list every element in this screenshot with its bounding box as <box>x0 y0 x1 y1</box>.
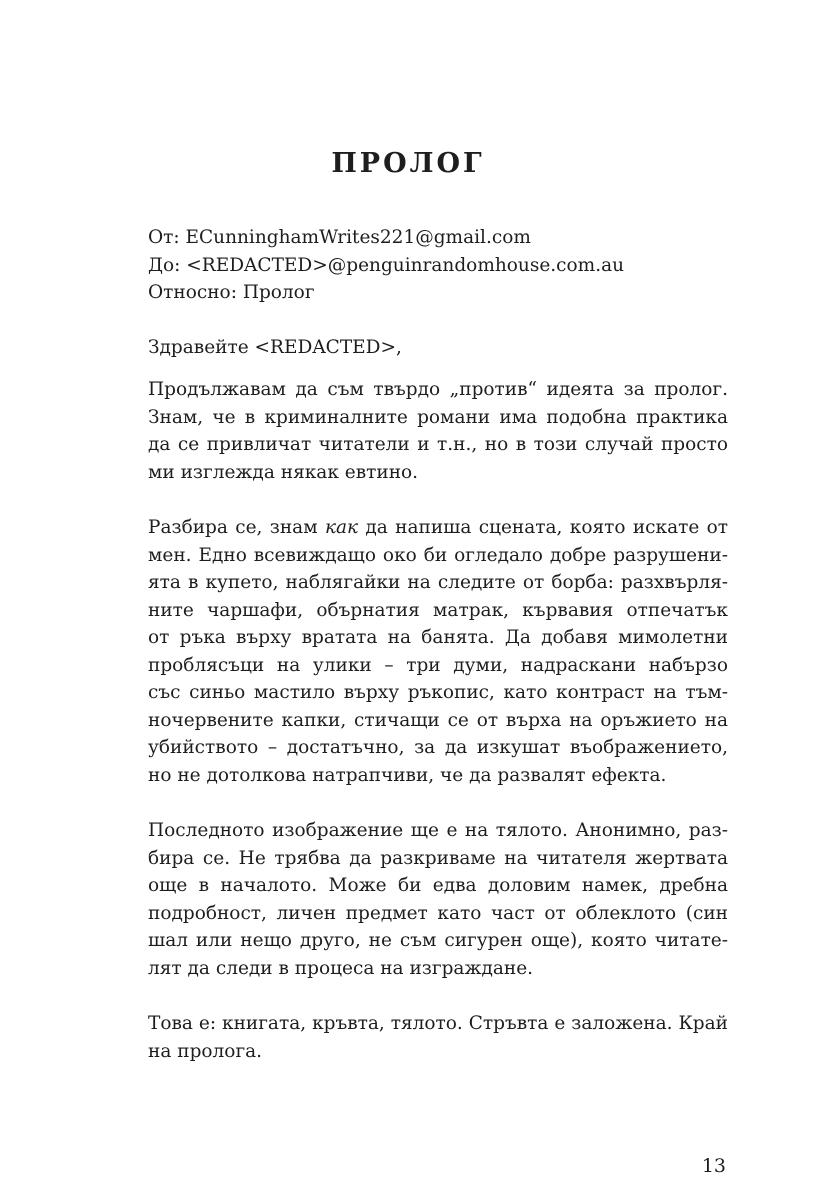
paragraph-line: ните чаршафи, обърнатия матрак, кървавия отпечатък <box>148 599 728 621</box>
paragraph-line: бира се. Не трябва да разкриваме на читателя жертвата <box>148 847 728 869</box>
paragraph-line: проблясъци на улики – три думи, надраскани набързо <box>148 654 728 676</box>
paragraph-line: ми изглежда някак евтино. <box>148 461 419 483</box>
paragraph-line: но не дотолкова натрапчиви, че да развалят ефекта. <box>148 764 667 786</box>
paragraph-line: да се привличат читатели и т.н., но в този случай просто <box>148 434 728 455</box>
paragraph-line: Знам, че в криминалните романи има подобна практика <box>148 406 728 428</box>
paragraph-line: на пролога. <box>148 1040 263 1062</box>
paragraph-4 <box>148 1010 728 1065</box>
chapter-body <box>148 224 728 1065</box>
paragraph-2 <box>148 514 728 789</box>
paragraph-line: шал или нещо друго, не съм сигурен още), която читате- <box>148 930 728 951</box>
email-to-line: До: <REDACTED>@penguinrandomhouse.com.au <box>148 254 625 276</box>
paragraph-line: Това е: книгата, кръвта, тялото. Стръвта е заложена. Край <box>148 1013 728 1034</box>
paragraph-line <box>148 514 728 542</box>
paragraph-line: със синьо мастило върху ръкопис, като контраст на тъм- <box>148 682 728 703</box>
paragraph-line: от ръка върху вратата на банята. Да добавя мимолетни <box>148 627 728 648</box>
greeting: Здравейте <REDACTED>, <box>148 336 402 358</box>
paragraph-3 <box>148 817 728 982</box>
paragraph-line: Последното изображение ще е на тялото. Анонимно, раз- <box>148 820 728 841</box>
paragraph-line: ночервените капки, стичащи се от върха на оръжието на <box>148 709 728 731</box>
paragraph-1 <box>148 376 728 486</box>
paragraph-line: още в началото. Може би едва доловим намек, дребна <box>148 875 728 896</box>
paragraph-line: лят да следи в процеса на изграждане. <box>148 957 534 979</box>
email-from-line: От: ECunninghamWrites221@gmail.com <box>148 227 531 248</box>
paragraph-line: мен. Едно всевиждащо око би огледало добре разрушени- <box>148 544 728 566</box>
paragraph-line: Продължавам да съм твърдо „против“ идеята за пролог. <box>148 379 728 400</box>
page-number: 13 <box>701 1155 726 1177</box>
paragraph-text: да напиша сцената, която искате от <box>358 517 728 538</box>
email-subject-line: Относно: Пролог <box>148 282 315 303</box>
emphasized-word: как <box>324 517 359 538</box>
paragraph-line: убийството – достатъчно, за да изкушат въображението, <box>148 737 728 758</box>
chapter-title: ПРОЛОГ <box>331 148 485 179</box>
paragraph-line: подробност, личен предмет като част от облеклото (син <box>148 902 728 924</box>
paragraph-line: ята в купето, наблягайки на следите от борба: разхвърля- <box>148 572 728 593</box>
paragraph-text: Разбира се, знам <box>148 517 325 538</box>
